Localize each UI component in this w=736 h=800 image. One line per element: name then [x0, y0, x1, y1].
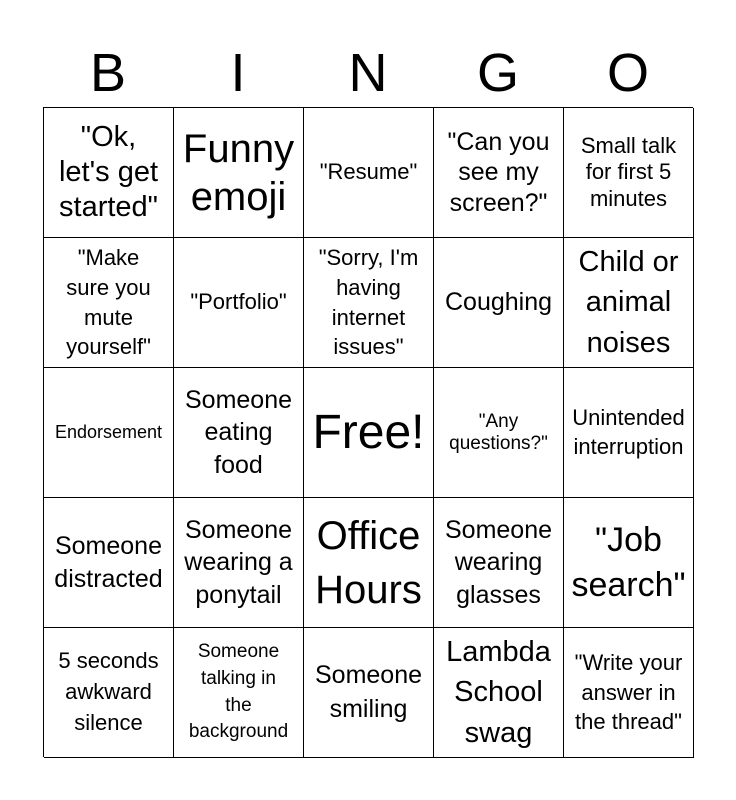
cell-text: "Make sure you mute yourself"	[66, 245, 151, 360]
bingo-cell[interactable]	[304, 108, 434, 238]
cell-text: "Can you see my screen?"	[447, 127, 550, 217]
bingo-cell[interactable]	[44, 628, 174, 758]
cell-text: Child or animal noises	[578, 245, 679, 359]
bingo-cell[interactable]	[174, 108, 304, 238]
bingo-cell[interactable]	[564, 498, 694, 628]
cell-text: "Resume"	[319, 159, 418, 185]
cell-text: 5 seconds awkward silence	[58, 648, 159, 735]
cell-text: "Portfolio"	[190, 289, 287, 315]
cell-text: Lambda School swag	[446, 635, 551, 749]
bingo-cell[interactable]	[434, 368, 564, 498]
bingo-cell[interactable]	[44, 368, 174, 498]
bingo-cell[interactable]	[44, 108, 174, 238]
header-letter-n: N	[348, 43, 388, 103]
bingo-cell[interactable]	[304, 498, 434, 628]
cell-text: Funny emoji	[182, 126, 295, 219]
cell-text: "Any questions?"	[449, 410, 548, 454]
cell-text: Someone wearing a ponytail	[184, 515, 293, 609]
cell-text: "Write your answer in the thread"	[574, 649, 683, 735]
bingo-cell[interactable]	[174, 238, 304, 368]
bingo-cell[interactable]	[564, 368, 694, 498]
bingo-cell[interactable]	[304, 628, 434, 758]
header-letter-g: G	[476, 43, 519, 103]
bingo-cell[interactable]	[564, 238, 694, 368]
cell-text: Coughing	[444, 288, 553, 317]
bingo-cell[interactable]	[174, 498, 304, 628]
cell-text: "Sorry, I'm having internet issues"	[318, 245, 419, 360]
bingo-header	[43, 38, 693, 108]
bingo-cell[interactable]	[174, 368, 304, 498]
cell-text: Unintended interruption	[572, 404, 685, 459]
cell-text: "Ok, let's get started"	[58, 121, 159, 223]
bingo-cell[interactable]	[44, 498, 174, 628]
cell-text: Someone eating food	[184, 385, 293, 479]
bingo-cell[interactable]	[564, 628, 694, 758]
cell-text: Someone wearing glasses	[444, 515, 553, 609]
cell-text: Small talk for first 5 minutes	[580, 132, 677, 211]
cell-text: Office Hours	[315, 513, 422, 612]
bingo-cell[interactable]	[44, 238, 174, 368]
bingo-cell[interactable]	[564, 108, 694, 238]
header-letter-o: O	[606, 43, 649, 103]
cell-text: Someone smiling	[314, 660, 423, 723]
bingo-cell[interactable]	[434, 238, 564, 368]
cell-text: Endorsement	[54, 422, 163, 443]
bingo-cell[interactable]	[304, 368, 434, 498]
header-letter-i: I	[230, 43, 246, 103]
bingo-cell[interactable]	[434, 498, 564, 628]
bingo-board	[43, 107, 693, 757]
bingo-cell[interactable]	[304, 238, 434, 368]
cell-text: "Job search"	[571, 521, 686, 604]
bingo-cell[interactable]	[434, 628, 564, 758]
header-letter-b: B	[89, 43, 127, 103]
cell-text: Free!	[312, 405, 425, 459]
bingo-cell[interactable]	[174, 628, 304, 758]
cell-text: Someone talking in the background	[188, 641, 289, 743]
cell-text: Someone distracted	[54, 531, 163, 593]
bingo-cell[interactable]	[434, 108, 564, 238]
